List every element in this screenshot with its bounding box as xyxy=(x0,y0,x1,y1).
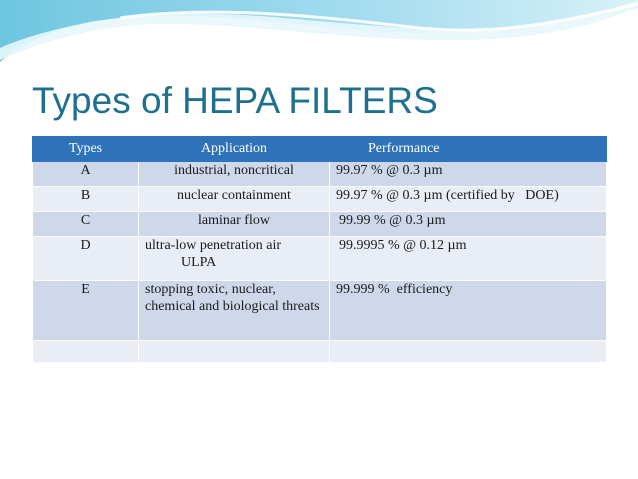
cell-application: stopping toxic, nuclear, chemical and biological threats xyxy=(139,281,330,341)
cell-performance-text: 99.99 % @ 0.3 µm xyxy=(339,213,446,228)
table-row xyxy=(33,187,607,212)
cell-application-line2: ULPA xyxy=(181,255,217,270)
table-row xyxy=(33,162,607,187)
header-application: Application xyxy=(139,137,330,162)
header-wave-decoration xyxy=(0,0,638,80)
table-row xyxy=(33,281,607,341)
cell-performance xyxy=(330,237,607,281)
header-performance: Performance xyxy=(330,137,607,162)
cell-type: C xyxy=(33,212,139,237)
cell-performance xyxy=(330,212,607,237)
cell-type: D xyxy=(33,237,139,281)
table-row-empty xyxy=(33,341,607,363)
cell-application: laminar flow xyxy=(139,212,330,237)
cell-application: industrial, noncritical xyxy=(139,162,330,187)
cell-performance: 99.97 % @ 0.3 µm xyxy=(330,162,607,187)
slide-title: Types of HEPA FILTERS xyxy=(32,80,438,121)
cell-type: E xyxy=(33,281,139,341)
hepa-filter-table xyxy=(32,136,607,363)
cell-type: B xyxy=(33,187,139,212)
cell-application xyxy=(139,341,330,363)
cell-performance-text: 99.97 % @ 0.3 µm (certified by DOE) xyxy=(336,188,559,203)
cell-type xyxy=(33,341,139,363)
cell-performance-text: 99.9995 % @ 0.12 µm xyxy=(339,238,467,253)
cell-performance xyxy=(330,187,607,212)
cell-performance xyxy=(330,341,607,363)
header-types: Types xyxy=(33,137,139,162)
cell-performance xyxy=(330,281,607,341)
table-row xyxy=(33,237,607,281)
cell-application xyxy=(139,237,330,281)
cell-application: nuclear containment xyxy=(139,187,330,212)
cell-application-line1: ultra-low penetration air xyxy=(145,238,282,253)
cell-type: A xyxy=(33,162,139,187)
cell-performance-text: 99.999 % efficiency xyxy=(336,282,453,297)
table-row xyxy=(33,212,607,237)
table-header-row xyxy=(33,137,607,162)
